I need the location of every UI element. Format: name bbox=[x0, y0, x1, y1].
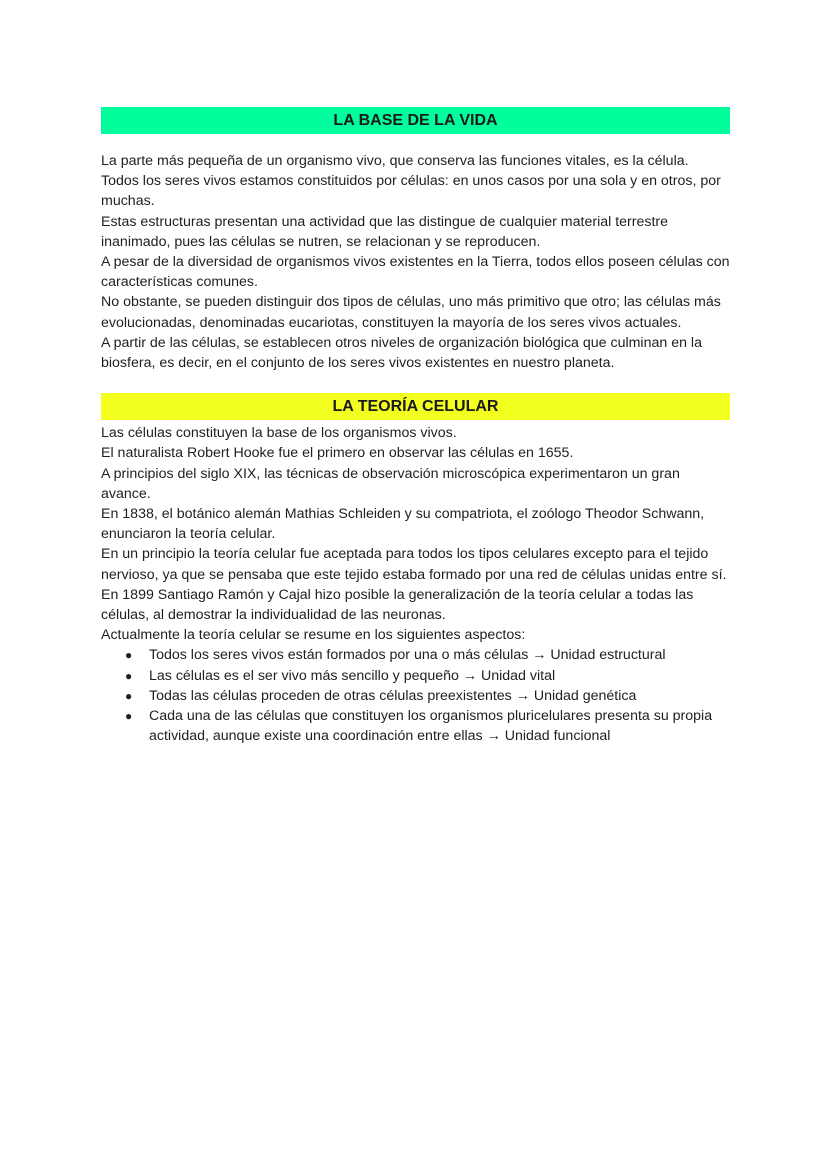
paragraph: En 1838, el botánico alemán Mathias Schleiden y su compatriota, el zoólogo Theodor Schwann, enunciaron la teoría celular. bbox=[101, 506, 705, 543]
bullet-icon: ● bbox=[125, 648, 133, 663]
paragraph: La parte más pequeña de un organismo vivo, que conserva las funciones vitales, es la célula. Todos los seres vivos estamos constituidos por células: en unos casos por una sola y en otros, por muchas. bbox=[101, 153, 721, 210]
document-page bbox=[101, 107, 730, 746]
list-item bbox=[125, 686, 730, 706]
paragraph: En 1899 Santiago Ramón y Cajal hizo posible la generalización de la teoría celular a todas las células, al demostrar la individualidad de las neuronas. bbox=[101, 586, 694, 624]
list-item-text: Las células es el ser vivo más sencillo y pequeño → Unidad vital bbox=[149, 667, 556, 684]
paragraph: A principios del siglo XIX, las técnicas de observación microscópica experimentaron un gran avance. bbox=[101, 465, 680, 502]
paragraph: A partir de las células, se establecen otros niveles de organización biológica que culminan en la biosfera, es decir, en el conjunto de los seres vivos existentes en nuestro planeta. bbox=[101, 334, 702, 372]
bullet-icon: ● bbox=[125, 688, 133, 703]
paragraph: Actualmente la teoría celular se resume en los siguientes aspectos: bbox=[101, 627, 526, 644]
bullet-icon: ● bbox=[125, 709, 133, 724]
list-item bbox=[125, 645, 730, 665]
paragraph: Las células constituyen la base de los organismos vivos. bbox=[101, 425, 457, 442]
paragraph: En un principio la teoría celular fue aceptada para todos los tipos celulares excepto para el tejido nervioso, ya que se pensaba que este tejido estaba formado por una red de células unidas entre sí. bbox=[101, 546, 727, 583]
list-item-text: Cada una de las células que constituyen los organismos pluricelulares presenta su propia actividad, aunque existe una coordinación entre ellas → Unidad funcional bbox=[149, 708, 713, 745]
list-item bbox=[125, 666, 730, 686]
paragraph: Estas estructuras presentan una actividad que las distingue de cualquier material terrestre inanimado, pues las células se nutren, se relacionan y se reproducen. bbox=[101, 213, 669, 250]
list-item-text: Todas las células proceden de otras células preexistentes → Unidad genética bbox=[149, 687, 637, 704]
section-teoria-celular-body bbox=[101, 423, 730, 645]
list-item-text: Todos los seres vivos están formados por una o más células → Unidad estructural bbox=[149, 647, 666, 664]
bullet-icon: ● bbox=[125, 668, 133, 683]
list-item bbox=[125, 706, 730, 746]
paragraph: El naturalista Robert Hooke fue el primero en observar las células en 1655. bbox=[101, 445, 574, 462]
section-title-teoria-celular: LA TEORÍA CELULAR bbox=[101, 393, 730, 420]
aspects-list bbox=[101, 645, 730, 746]
section-title-base-vida: LA BASE DE LA VIDA bbox=[101, 107, 730, 134]
paragraph: A pesar de la diversidad de organismos vivos existentes en la Tierra, todos ellos poseen células con características comunes. bbox=[101, 254, 730, 291]
section-base-vida-body bbox=[101, 151, 730, 373]
paragraph: No obstante, se pueden distinguir dos tipos de células, uno más primitivo que otro; las células más evolucionadas, denominadas eucariotas, constituyen la mayoría de los seres vivos actuales. bbox=[101, 294, 721, 331]
